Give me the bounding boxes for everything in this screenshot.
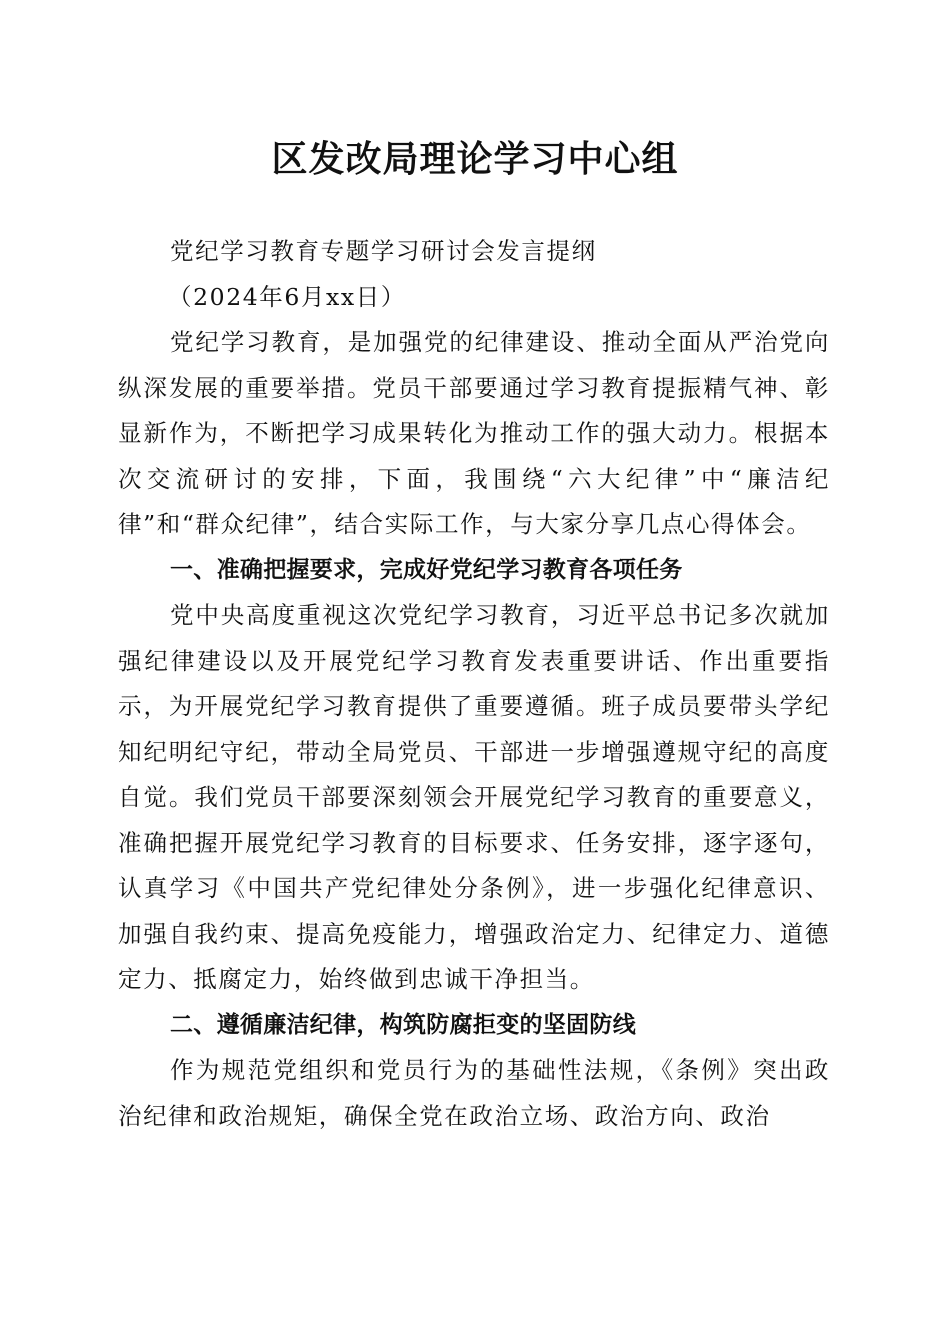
section-2-heading: 二、遵循廉洁纪律，构筑防腐拒变的坚固防线 xyxy=(170,1011,636,1038)
document-date: （2024年6月xx日） xyxy=(168,282,406,311)
section-1-heading: 一、准确把握要求，完成好党纪学习教育各项任务 xyxy=(170,556,683,583)
section-2-paragraph: 作为规范党组织和党员行为的基础性法规，《条例》突出政治纪律和政治规矩，确保全党在政治立场、政治方向、政治 xyxy=(118,1056,830,1130)
document-subtitle: 党纪学习教育专题学习研讨会发言提纲 xyxy=(170,237,597,265)
intro-paragraph: 党纪学习教育，是加强党的纪律建设、推动全面从严治党向纵深发展的重要举措。党员干部要通过学习教育提振精气神、彰显新作为，不断把学习成果转化为推动工作的强大动力。根据本次交流研讨的安排，下面，我围绕“六大纪律”中“廉洁纪律”和“群众纪律”，结合实际工作，与大家分享几点心得体会。 xyxy=(118,328,830,538)
section-1-paragraph: 党中央高度重视这次党纪学习教育，习近平总书记多次就加强纪律建设以及开展党纪学习教育发表重要讲话、作出重要指示，为开展党纪学习教育提供了重要遵循。班子成员要带头学纪知纪明纪守纪，带动全局党员、干部进一步增强遵规守纪的高度自觉。我们党员干部要深刻领会开展党纪学习教育的重要意义，准确把握开展党纪学习教育的目标要求、任务安排，逐字逐句，认真学习《中国共产党纪律处分条例》，进一步强化纪律意识、加强自我约束、提高免疫能力，增强政治定力、纪律定力、道德定力、抵腐定力，始终做到忠诚干净担当。 xyxy=(118,601,830,993)
document-title: 区发改局理论学习中心组 xyxy=(271,138,679,180)
document-body xyxy=(118,229,830,1139)
